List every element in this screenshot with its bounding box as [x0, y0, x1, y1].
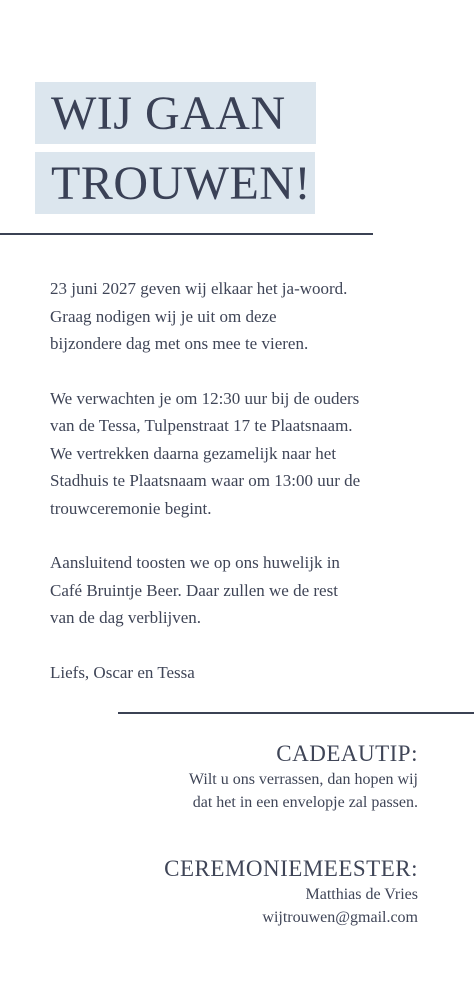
- body-line: van de dag verblijven.: [50, 608, 202, 627]
- paragraph-date: [50, 275, 430, 358]
- ceremony-section: [164, 855, 418, 929]
- invitation-body: [50, 275, 430, 713]
- paragraph-schedule: [50, 385, 430, 523]
- gift-heading: CADEAUTIP:: [276, 741, 418, 766]
- body-line: Aansluitend toosten we op ons huwelijk in: [50, 553, 340, 572]
- body-line: We verwachten je om 12:30 uur bij de ouders: [50, 388, 360, 408]
- top-divider: [0, 233, 373, 235]
- body-line: trouwceremonie begint.: [50, 498, 212, 518]
- gift-line: Wilt u ons verrassen, dan hopen wij: [188, 771, 418, 788]
- ceremony-master-name: Matthias de Vries: [305, 886, 418, 903]
- gift-section: [189, 740, 418, 814]
- bottom-divider: [118, 712, 474, 714]
- title-block: [35, 82, 316, 222]
- title-line-1: WIJ GAAN: [35, 82, 316, 144]
- paragraph-signature: [50, 659, 430, 687]
- signature-line: Liefs, Oscar en Tessa: [50, 662, 195, 682]
- body-line: We vertrekken daarna gezamelijk naar het: [50, 443, 337, 463]
- ceremony-heading: CEREMONIEMEESTER:: [164, 856, 418, 881]
- title-line-2: TROUWEN!: [35, 152, 315, 214]
- body-line: 23 juni 2027 geven wij elkaar het ja-woord.: [50, 279, 348, 298]
- ceremony-email: wijtrouwen@gmail.com: [262, 909, 418, 926]
- body-line: Graag nodigen wij je uit om deze: [50, 306, 277, 326]
- gift-line: dat het in een envelopje zal passen.: [192, 794, 418, 811]
- body-line: Stadhuis te Plaatsnaam waar om 13:00 uur de: [50, 471, 361, 490]
- paragraph-reception: [50, 549, 430, 632]
- body-line: van de Tessa, Tulpenstraat 17 te Plaatsnaam.: [50, 416, 353, 435]
- body-line: Café Bruintje Beer. Daar zullen we de rest: [50, 580, 338, 600]
- body-line: bijzondere dag met ons mee te vieren.: [50, 334, 309, 353]
